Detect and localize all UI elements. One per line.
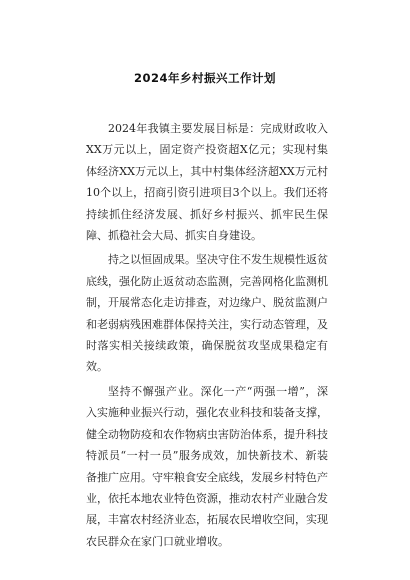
paragraph-strengthen-industry: 坚持不懈强产业。深化一产“两强一增”，深入实施种业振兴行动，强化农业科技和装备支撑，健全动物防疫和农作物病虫害防治体系，提升科技特派员“一村一员”服务成效，加快新技术、新装备推广应用。守牢粮食安全底线，发展乡村特色产业，依托本地农业特色资源，推动农村产业融合发展，丰富农村经济业态，拓展农民增收空间，实现农民群众在家门口就业增收。 [86, 384, 328, 548]
paragraph-goals: 2024年我镇主要发展目标是：完成财政收入XX万元以上，固定资产投资超X亿元；实现村集体经济XX万元以上，其中村集体经济超XX万元村10个以上，招商引资引进项目3个以上。我们还将持续抓住经济发展、抓好乡村振兴、抓牢民生保障、抓稳社会大局、抓实自身建设。 [86, 122, 328, 243]
paragraph-consolidate-results: 持之以恒固成果。坚决守住不发生规模性返贫底线，强化防止返贫动态监测，完善网格化监测机制，开展常态化走访排查，对边缘户、脱贫监测户和老弱病残困难群体保持关注，实行动态管理，及时落实相关接续政策，确保脱贫攻坚成果稳定有效。 [86, 253, 328, 374]
document-title: 2024年乡村振兴工作计划 [133, 71, 276, 85]
document-body [86, 118, 328, 555]
